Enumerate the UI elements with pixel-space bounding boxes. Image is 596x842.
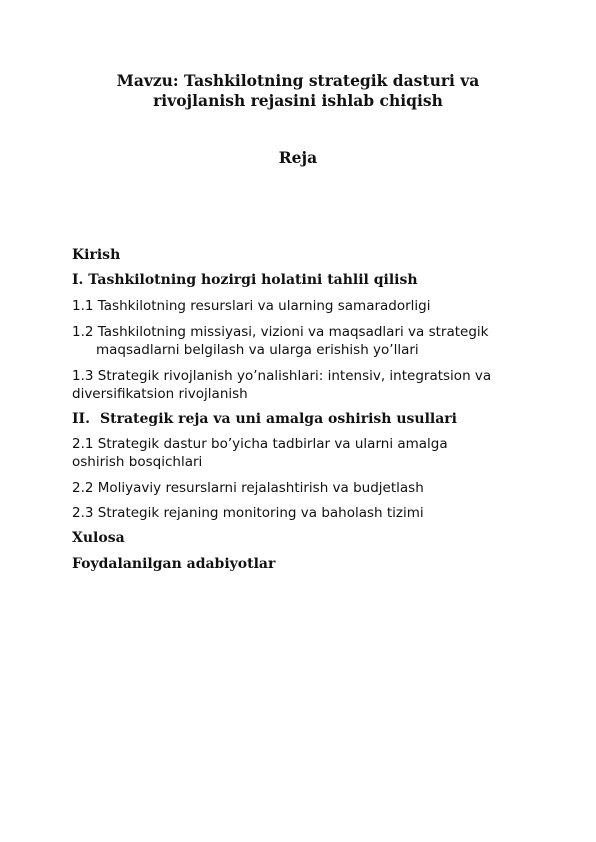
toc-intro: Kirish [72, 247, 121, 263]
title-line-2: rivojlanish rejasini ishlab chiqish [153, 91, 443, 110]
toc-item-1-2 [72, 323, 532, 359]
toc-section-1: I. Tashkilotning hozirgi holatini tahlil qilish [72, 272, 418, 288]
toc-item-1-2-line-2: maqsadlarni belgilash va ularga erishish yo’llari [96, 342, 419, 358]
toc-section-2-text: Strategik reja va uni amalga oshirish usullari [100, 411, 457, 427]
toc-item-2-1 [72, 435, 532, 471]
toc-item-1-1: 1.1 Tashkilotning resurslari va ularning samaradorligi [72, 298, 431, 314]
document-title [70, 71, 526, 111]
plan-heading: Reja [278, 148, 318, 167]
toc-section-2 [72, 410, 532, 428]
toc-item-2-2: 2.2 Moliyaviy resurslarni rejalashtirish va budjetlash [72, 480, 424, 496]
toc-item-1-2-line-1: 1.2 Tashkilotning missiyasi, vizioni va maqsadlari va strategik [72, 324, 489, 340]
toc-item-2-3: 2.3 Strategik rejaning monitoring va baholash tizimi [72, 505, 424, 521]
toc-item-1-3 [72, 367, 532, 403]
title-line-1: Mavzu: Tashkilotning strategik dasturi va [116, 71, 480, 90]
toc-item-1-3-line-2: diversifikatsion rivojlanish [72, 386, 248, 402]
toc-item-2-1-line-1: 2.1 Strategik dastur bo’yicha tadbirlar va ularni amalga [72, 436, 448, 452]
toc-item-1-3-line-1: 1.3 Strategik rivojlanish yo’nalishlari: intensiv, integratsion va [72, 368, 492, 384]
toc-conclusion: Xulosa [72, 530, 125, 546]
toc-item-2-1-line-2: oshirish bosqichlari [72, 454, 203, 470]
toc-section-2-number: II. [72, 411, 90, 427]
toc-references: Foydalanilgan adabiyotlar [72, 556, 276, 572]
